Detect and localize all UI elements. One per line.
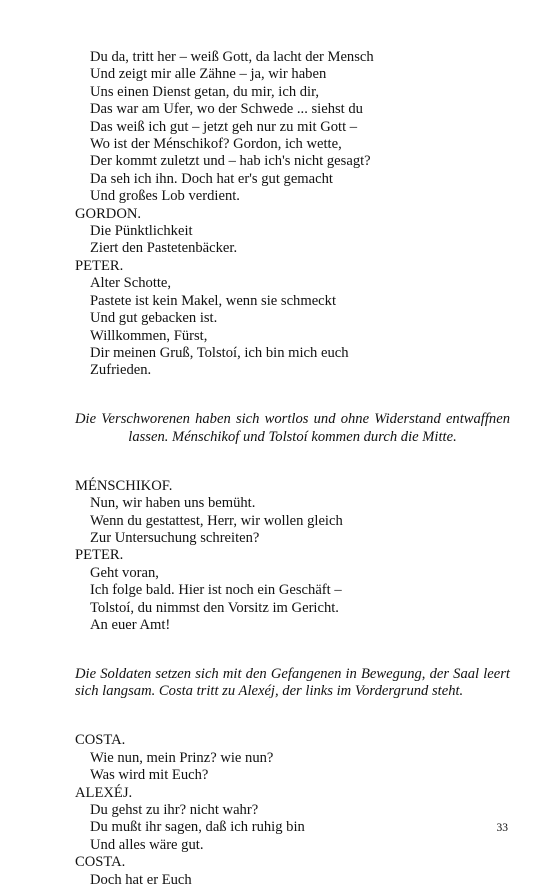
verse-block-opening	[75, 49, 510, 206]
page-number: 33	[496, 822, 508, 834]
verse-line: Du gehst zu ihr? nicht wahr?	[90, 802, 259, 818]
verse-line: Geht voran,	[90, 564, 159, 581]
speech-gordon	[75, 206, 510, 258]
spacer	[75, 461, 510, 478]
verse-line: Und großes Lob verdient.	[90, 188, 240, 205]
speaker-name: MÉNSCHIKOF.	[75, 477, 173, 494]
speaker-name: PETER.	[75, 547, 124, 564]
speech-alexej	[75, 785, 510, 855]
page-text	[75, 49, 510, 889]
speech-costa	[75, 732, 510, 784]
verse-line: Dir meinen Gruß, Tolstoí, ich bin mich euch	[90, 344, 349, 361]
verse-line: Willkommen, Fürst,	[90, 327, 208, 344]
speech-peter	[75, 258, 510, 380]
verse-line: Du da, tritt her – weiß Gott, da lacht der Mensch	[90, 49, 374, 65]
speech-costa	[75, 854, 510, 889]
verse-line: Wie nun, mein Prinz? wie nun?	[90, 749, 274, 766]
verse-line: Ziert den Pastetenbäcker.	[90, 240, 238, 257]
speaker-name: PETER.	[75, 257, 124, 274]
stage-direction: Die Verschworenen haben sich wortlos und ohne Widerstand entwaffnen lassen. Ménschikof und Tolstoí kommen durch die Mitte.	[75, 411, 510, 445]
speaker-name: ALEXÉJ.	[75, 784, 133, 801]
verse-line: Der kommt zuletzt und – hab ich's nicht gesagt?	[90, 153, 371, 170]
verse-line: Uns einen Dienst getan, du mir, ich dir,	[90, 83, 320, 100]
speaker-name: COSTA.	[75, 854, 126, 871]
verse-line: Das weiß ich gut – jetzt geh nur zu mit Gott –	[90, 118, 358, 135]
speaker-name: COSTA.	[75, 732, 126, 749]
spacer	[75, 380, 510, 397]
verse-line: Pastete ist kein Makel, wenn sie schmeckt	[90, 292, 337, 309]
verse-line: An euer Amt!	[90, 616, 171, 633]
verse-line: Die Pünktlichkeit	[90, 223, 193, 240]
verse-line: Das war am Ufer, wo der Schwede ... siehst du	[90, 101, 363, 118]
verse-line: Und alles wäre gut.	[90, 836, 204, 853]
verse-line: Doch hat er Euch	[90, 871, 192, 888]
verse-line: Tolstoí, du nimmst den Vorsitz im Gericht.	[90, 599, 339, 616]
speaker-name: GORDON.	[75, 205, 142, 222]
verse-line: Da seh ich ihn. Doch hat er's gut gemacht	[90, 170, 333, 187]
stage-direction: Die Soldaten setzen sich mit den Gefangenen in Bewegung, der Saal leert sich langsam. Costa tritt zu Alexéj, der links im Vordergrund steht.	[75, 665, 510, 700]
verse-line: Alter Schotte,	[90, 275, 172, 292]
verse-line: Was wird mit Euch?	[90, 767, 209, 784]
verse-line: Wo ist der Ménschikof? Gordon, ich wette,	[90, 136, 342, 153]
verse-line: Du mußt ihr sagen, daß ich ruhig bin	[90, 819, 305, 836]
verse-line: Ich folge bald. Hier ist noch ein Geschäft –	[90, 582, 342, 599]
spacer	[75, 634, 510, 651]
speech-peter	[75, 547, 510, 634]
speech-menschikof	[75, 478, 510, 548]
spacer	[75, 715, 510, 732]
verse-line: Zur Untersuchung schreiten?	[90, 529, 260, 546]
verse-line: Nun, wir haben uns bemüht.	[90, 495, 256, 512]
verse-line: Und zeigt mir alle Zähne – ja, wir haben	[90, 66, 327, 83]
verse-line: Wenn du gestattest, Herr, wir wollen gleich	[90, 512, 343, 529]
verse-line: Und gut gebacken ist.	[90, 310, 218, 327]
verse-line: Zufrieden.	[90, 362, 152, 379]
